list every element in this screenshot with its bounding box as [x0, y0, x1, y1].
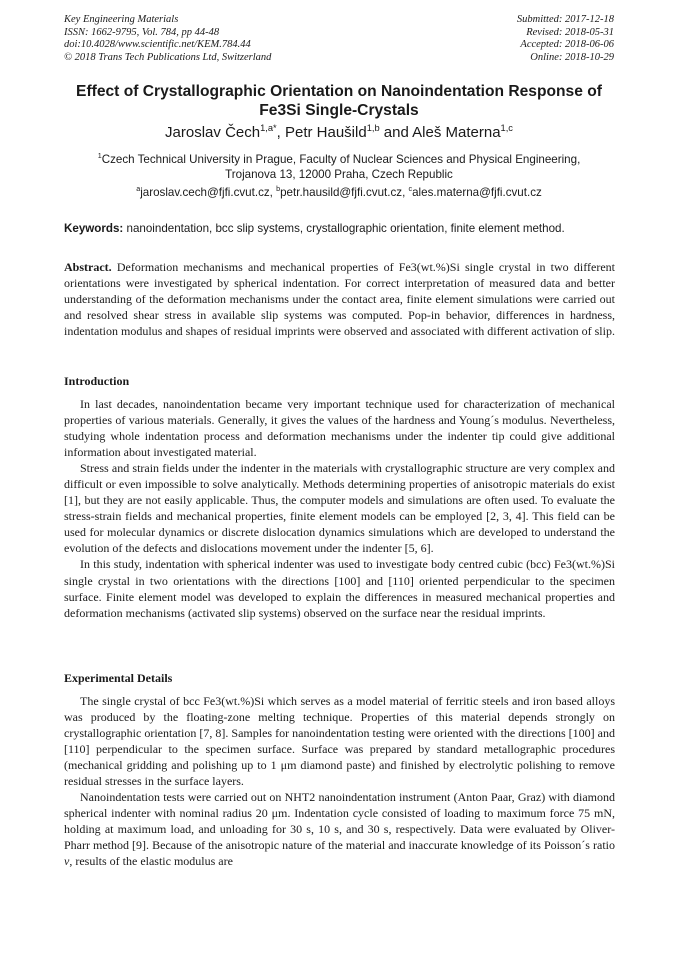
keywords: [64, 222, 616, 236]
author-2-sup: 1,b: [366, 123, 380, 133]
email-a-sup: a: [136, 184, 141, 194]
email-a[interactable]: jaroslav.cech@fjfi.cvut.cz,: [140, 186, 277, 199]
online-date: Online: 2018-10-29: [530, 51, 614, 63]
abstract: [64, 259, 615, 339]
affiliation-line-2: Trojanova 13, 12000 Praha, Czech Republic: [225, 168, 453, 181]
author-1: Jaroslav Čech: [165, 124, 261, 141]
accepted-date: Accepted: 2018-06-06: [520, 39, 614, 51]
keywords-text: nanoindentation, bcc slip systems, crystallographic orientation, finite element method.: [123, 222, 565, 235]
copyright: © 2018 Trans Tech Publications Ltd, Switzerland: [64, 51, 272, 63]
poisson-symbol: ν: [64, 854, 70, 869]
author-3: Aleš Materna: [412, 124, 501, 141]
email-c-sup: c: [408, 184, 413, 194]
experimental-heading: Experimental Details: [64, 671, 173, 685]
experimental-paragraph-1: The single crystal of bcc Fe3(wt.%)Si which serves as a model material of ferritic steels and iron based alloys was produced by the floating-zone melting technique. Properties of this material depends strongly on crystallographic orientation [7, 8]. Samples for nanoindentation testing were oriented with the directions [100] and [110] perpendicular to the specimen surface. Surface was prepared by standard metallographic procedures (mechanical gridding and polishing up to 1 μm diamond paste) and finished by electrolytic polishing to remove residual stresses in the surface layers.: [64, 694, 615, 789]
author-1-sup: 1,a*: [260, 123, 277, 133]
intro-paragraph-2: Stress and strain fields under the indenter in the materials with crystallographic structure are very complex and difficult or even impossible to solve analytically. Methods determining properties of anisotropic materials do exist [1], but they are not easily applicable. Thus, the computer models and simulations are often used. To evaluate the stress-strain fields and mechanical properties, finite element models can be employed [2, 3, 4]. This field can be used for molecular dynamics or discrete dislocation dynamics simulations which are developed to understand the evolution of the defects and dislocations movement under the indenter [5, 6].: [64, 461, 615, 556]
author-2: Petr Haušild: [284, 124, 367, 141]
author-separator: and: [379, 124, 413, 141]
email-list: [40, 186, 638, 200]
affiliation: [40, 152, 638, 182]
experimental-section: [64, 693, 615, 870]
keywords-label: Keywords:: [64, 222, 124, 235]
title-line-1: Effect of Crystallographic Orientation on Nanoindentation Response of: [76, 83, 602, 100]
doi: doi:10.4028/www.scientific.net/KEM.784.44: [64, 39, 251, 51]
email-c[interactable]: ales.materna@fjfi.cvut.cz: [412, 186, 542, 199]
author-list: [40, 124, 638, 142]
affiliation-line-1: $^1$Czech Technical University in Prague, Faculty of Nuclear Sciences and Physical Engineering,: [97, 151, 581, 166]
issn: ISSN: 1662-9795, Vol. 784, pp 44-48: [64, 26, 220, 38]
introduction-heading: Introduction: [64, 374, 130, 388]
email-b-sup: b: [276, 184, 281, 194]
journal-name: Key Engineering Materials: [64, 14, 179, 25]
title-line-2: Fe3Si Single-Crystals: [259, 102, 419, 119]
abstract-text: Deformation mechanisms and mechanical properties of Fe3(wt.%)Si single crystal in two different orientations were investigated by spherical indentation. For correct interpretation of measured data and better understanding of the deformation mechanisms under the contact area, finite element simulations were carried out and resolved shear stress in available slip systems was computed. Pop-in behavior, differences in hardness, indentation modulus and shapes of residual imprints were observed and associated with different activation of slip.: [64, 260, 615, 339]
experimental-paragraph-2: Nanoindentation tests were carried out on NHT2 nanoindentation instrument (Anton Paar, Graz) with diamond spherical indenter with nominal radius 20 μm. Indentation cycle consisted of loading to maximum force 75 mN, holding at maximum load, and unloading for 30 s, 10 s, and 30 s, respectively. Data were evaluated by Oliver-Pharr method [9]. Because of the anisotropic nature of the material and inaccurate knowledge of its Poisson´s ratio ν, results of the elastic modulus are: [64, 790, 615, 869]
author-separator: ,: [276, 124, 285, 141]
author-3-sup: 1,c: [500, 123, 513, 133]
intro-paragraph-1: In last decades, nanoindentation became very important technique used for characterization of mechanical properties of various materials. Generally, it gives the values of the hardness and Young´s modulus. Nevertheless, studying whole indentation process and deformation mechanisms under the indenter tip could give additional information about investigated material.: [64, 397, 615, 460]
abstract-paragraph: [64, 259, 615, 339]
abstract-label: Abstract.: [64, 260, 112, 274]
revised-date: Revised: 2018-05-31: [526, 26, 614, 38]
introduction-section: [64, 396, 615, 621]
affiliation-sup: 1: [97, 151, 102, 161]
intro-paragraph-3: In this study, indentation with spherical indenter was used to investigate body centred cubic (bcc) Fe3(wt.%)Si single crystal in two orientations with the directions [100] and [110] oriented perpendicular to the specimen surface. Finite element model was developed to explain the differences in measured mechanical properties and deformation mechanisms (activated slip systems) observed on the surface near the residual imprints.: [64, 557, 615, 620]
dates-header: [517, 14, 614, 64]
submitted-date: Submitted: 2017-12-18: [516, 14, 614, 25]
paper-title: [40, 82, 638, 120]
journal-header: [64, 14, 271, 64]
email-b[interactable]: petr.hausild@fjfi.cvut.cz,: [280, 186, 409, 199]
